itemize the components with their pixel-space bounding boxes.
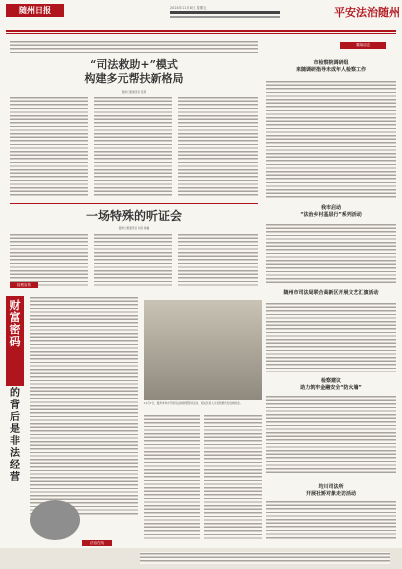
middle-column-2 <box>204 414 262 539</box>
right-body-2 <box>266 223 396 285</box>
right-headline-5: 均川司法所 开展社矫对象走访活动 <box>305 484 356 497</box>
page-title: 平安法治随州 <box>334 6 400 19</box>
lead-column-2 <box>94 96 172 196</box>
right-headline-4: 检察建议 助力筑牢金融安全“防火墙” <box>300 378 362 391</box>
right-body-3 <box>266 302 396 372</box>
section-tag-top: 要闻动态 <box>340 42 386 49</box>
middle-column-1 <box>144 414 200 539</box>
second-byline: 随州日报通讯员 刘丹 徐鑫 <box>118 227 150 230</box>
second-headline: 一场特殊的听证会 <box>85 209 182 223</box>
footer-text <box>140 552 390 564</box>
section-tag-bottom: 法治在线 <box>82 540 112 546</box>
lead-intro-text <box>10 40 258 54</box>
photo-caption: 11月7日，随州市举办开展司法救助暨帮扶活动，相关负责人为受助群众发放救助金。 <box>144 402 243 405</box>
lead-column-1 <box>10 96 88 196</box>
newspaper-logo: 随州日报 <box>6 4 64 17</box>
news-photo <box>144 300 262 400</box>
article-divider <box>10 203 258 204</box>
section-tag-mid: 检察宣传 <box>10 282 38 288</box>
right-headline-1: 市检察院调研组 来随调研指导未成年人检察工作 <box>295 60 366 73</box>
top-divider <box>6 30 396 32</box>
second-column-1 <box>10 233 88 288</box>
date-line: 2024年11月8日 星期五 <box>170 6 207 10</box>
sidebar-title-black: 的背后是非法经营 <box>10 388 20 483</box>
law-stamp-illustration <box>30 500 80 540</box>
sidebar-title-red: 财富密码 <box>9 299 21 348</box>
header-rule-thin <box>170 16 280 18</box>
right-body-1 <box>266 80 396 198</box>
header-rule <box>170 11 280 14</box>
right-body-5 <box>266 500 396 540</box>
second-column-3 <box>178 233 258 288</box>
right-headline-2: 我市启动 “法治乡村基层行”系列活动 <box>300 205 362 218</box>
second-column-2 <box>94 233 172 288</box>
right-body-4 <box>266 395 396 475</box>
lead-column-3 <box>178 96 258 196</box>
right-headline-3: 随州市司法局联合高新区开展文艺汇演活动 <box>283 290 379 296</box>
top-divider-thin <box>6 33 396 34</box>
lead-headline: “司法救助+”模式 构建多元帮扶新格局 <box>84 58 184 85</box>
sidebar-body <box>30 296 138 516</box>
lead-byline: 随州日报通讯员 张莉 <box>121 91 147 94</box>
